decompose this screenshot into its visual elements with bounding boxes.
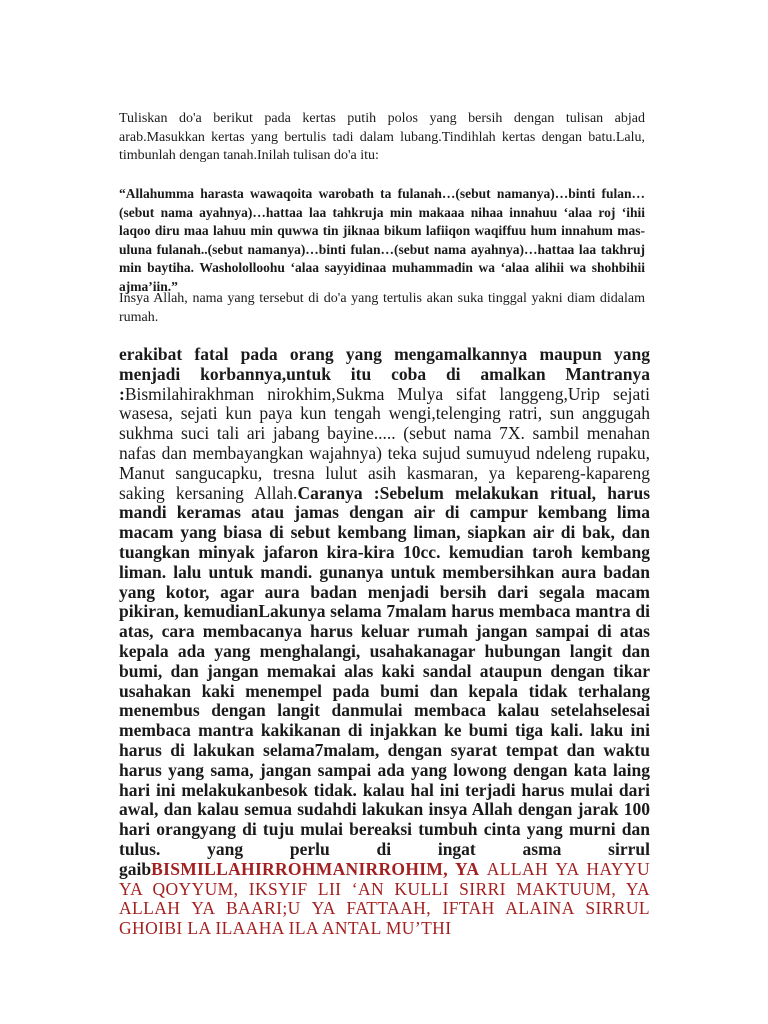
main-body-paragraph [119, 345, 650, 939]
closing-paragraph: Insya Allah, nama yang tersebut di do'a yang tertulis akan suka tinggal yakni diam didalam rumah. [119, 291, 645, 325]
prayer-paragraph: “Allahumma harasta wawaqoita warobath ta fulanah…(sebut namanya)…binti fulan…(sebut nama ayahnya)…hattaa laa tahkruja min makaaa nihaa innahuu ‘alaa roj ‘ihii laqoo diru maa lahuu min quwwa tin jiknaa bikum lafiiqon waqiffuu hum innahum mas-uluna fulanah..(sebut namanya)…binti fulan…(sebut nama ayahnya)…hattaa laa takhruj min baytiha. Washololloohu ‘alaa sayyidinaa muhammadin wa ‘alaa alihii wa shohbihii ajma’iin.” [119, 186, 645, 294]
intro-paragraph: Tuliskan do'a berikut pada kertas putih polos yang bersih dengan tulisan abjad arab.Masukkan kertas yang bertulis tadi dalam lubang.Tindihlah kertas dengan batu.Lalu, timbunlah dengan tanah.Inilah tulisan do'a itu: [119, 111, 645, 163]
body-ritual-instructions: Caranya :Sebelum melakukan ritual, harus mandi keramas atau jamas dengan air di campur kembang lima macam yang biasa di sebut kembang liman, siapkan air di bak, dan tuangkan minyak jafaron kira-kira 10cc. kemudian taroh kembang liman. lalu untuk mandi. gunanya untuk membersihkan aura badan yang kotor, agar aura badan menjadi bersih dari segala macam pikiran, kemudianLakunya selama 7malam harus membaca mantra di atas, cara membacanya harus keluar rumah jangan sampai di atas kepala ada yang menghalangi, usahakanagar hubungan langit dan bumi, dan jangan memakai alas kaki sandal ataupun dengan tikar usahakan kaki menempel pada bumi dan kepala tidak terhalang menembus dengan langit danmulai membaca kalau setelahselesai membaca mantra kakikanan di injakkan ke bumi tiga kali. laku ini harus di lakukan selama7malam, dengan syarat tempat dan waktu harus yang sama, jangan sampai ada yang lowong dengan kata laing hari ini melakukanbesok tidak. kalau hal ini terjadi harus mulai dari awal, dan kalau semua sudahdi lakukan insya Allah dengan jarak 100 hari orangyang di tuju mulai bereaksi tumbuh cinta yang murni dan tulus. yang perlu di ingat asma sirrul gaib [119, 482, 651, 879]
body-mantra-text: Bismilahirakhman nirokhim,Sukma Mulya sifat langgeng,Urip sejati wasesa, sejati kun paya kun tengah wengi,telenging ratri, sun anggugah sukhma suci tali ari jabang bayine..... (sebut nama 7X. sambil menahan nafas dan membayangkan wajahnya) teka sujud sumuyud ndeleng rupaku, Manut sangucapku, tresna lulut asih kasmaran, ya kepareng-kapareng saking kersaning Allah. [119, 383, 650, 503]
body-red-bold-text: BISMILLAHIRROHMANIRROHIM, YA [151, 858, 480, 879]
body-bold-intro: erakibat fatal pada orang yang mengamalkannya maupun yang menjadi korbannya,untuk itu coba di amalkan Mantranya : [119, 344, 650, 404]
body-red-text: ALLAH YA HAYYU YA QOYYUM, IKSYIF LII ‘AN KULLI SIRRI MAKTUUM, YA ALLAH YA BAARI;U YA FATTAAH, IFTAH ALAINA SIRRUL GHOIBI LA ILAAHA ILA ANTAL MU’THI [119, 858, 650, 939]
